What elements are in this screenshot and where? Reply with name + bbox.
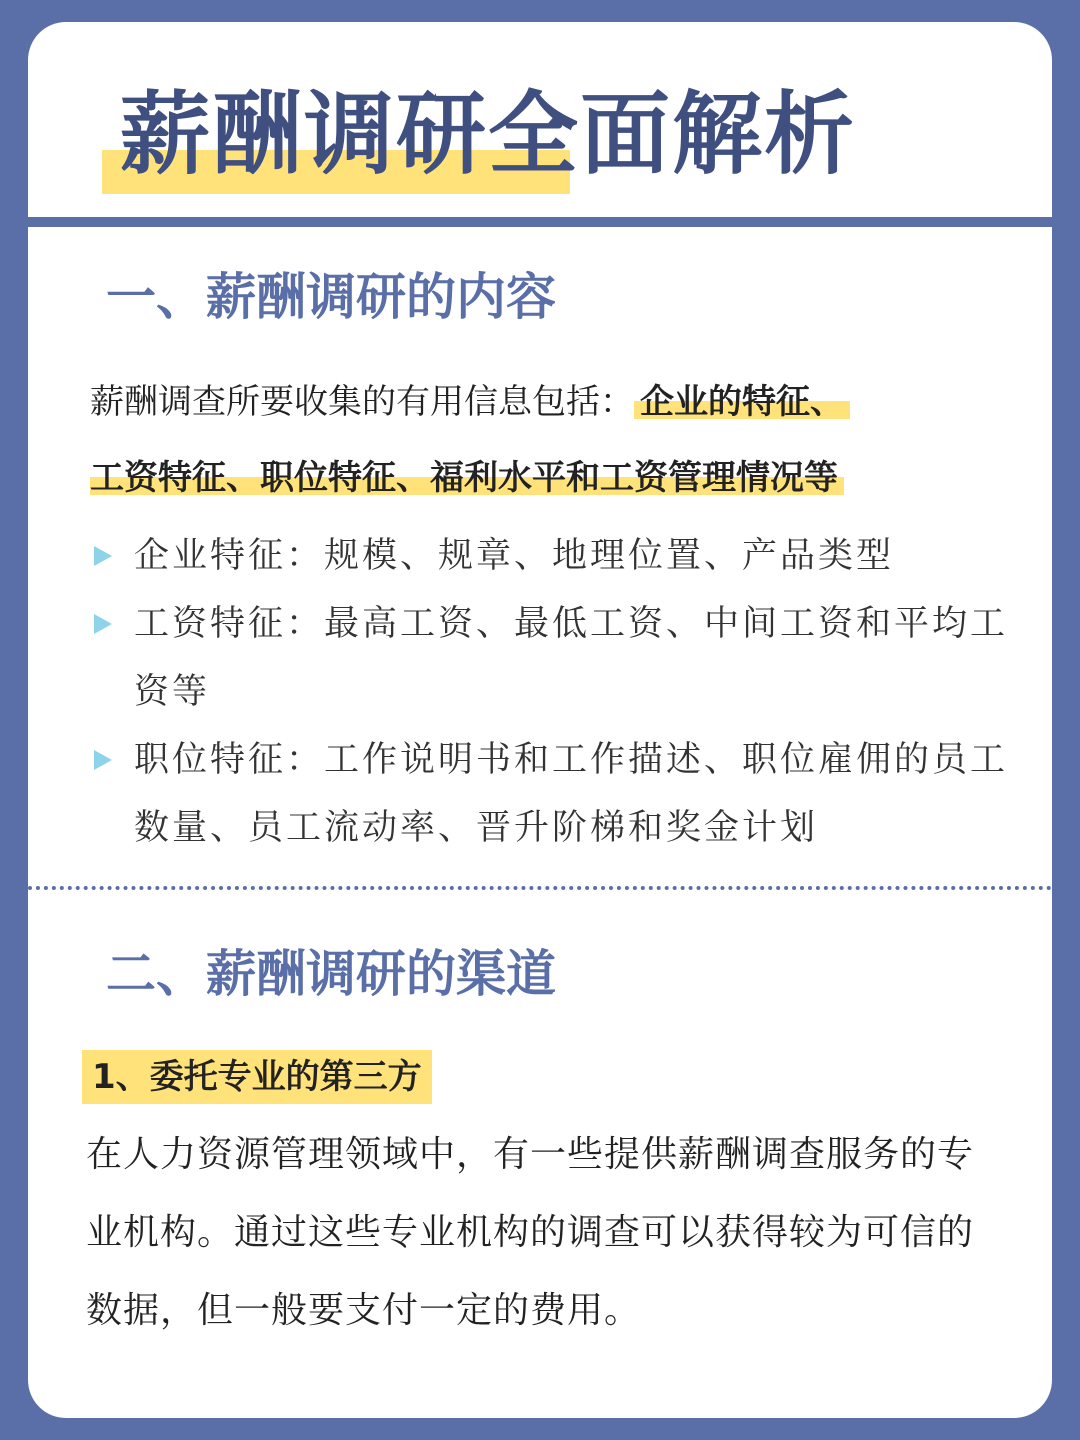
section-2-heading: 二、薪酬调研的渠道: [106, 945, 556, 1003]
page-title: 薪酬调研全面解析: [120, 82, 856, 187]
list-item-text: 企业特征：规模、规章、地理位置、产品类型: [134, 536, 895, 576]
list-item: [90, 590, 1010, 726]
triangle-bullet-icon: [94, 750, 112, 770]
triangle-bullet-icon: [94, 546, 112, 566]
intro-highlight-1: 企业的特征、: [634, 382, 850, 422]
list-item: [90, 522, 1010, 590]
list-item-text: 职位特征：工作说明书和工作描述、职位雇佣的员工数量、员工流动率、晋升阶梯和奖金计划: [134, 740, 1009, 848]
list-item: [90, 726, 1010, 862]
content-card: [28, 22, 1052, 1418]
title-area: [28, 22, 1052, 217]
section-1-heading: 一、薪酬调研的内容: [106, 268, 556, 326]
section-1-intro: [90, 364, 1010, 516]
title-divider: [28, 217, 1052, 227]
intro-highlight-2: 工资特征、职位特征、福利水平和工资管理情况等: [90, 458, 844, 498]
sub-heading: 1、委托专业的第三方: [82, 1050, 432, 1104]
dotted-divider: [28, 886, 1052, 890]
feature-list: [90, 522, 1010, 862]
triangle-bullet-icon: [94, 614, 112, 634]
intro-text: 薪酬调查所要收集的有用信息包括：: [90, 382, 634, 422]
list-item-text: 工资特征：最高工资、最低工资、中间工资和平均工资等: [134, 604, 1009, 712]
section-2-paragraph: 在人力资源管理领域中，有一些提供薪酬调查服务的专业机构。通过这些专业机构的调查可以获得较为可信的数据，但一般要支付一定的费用。: [86, 1134, 975, 1331]
